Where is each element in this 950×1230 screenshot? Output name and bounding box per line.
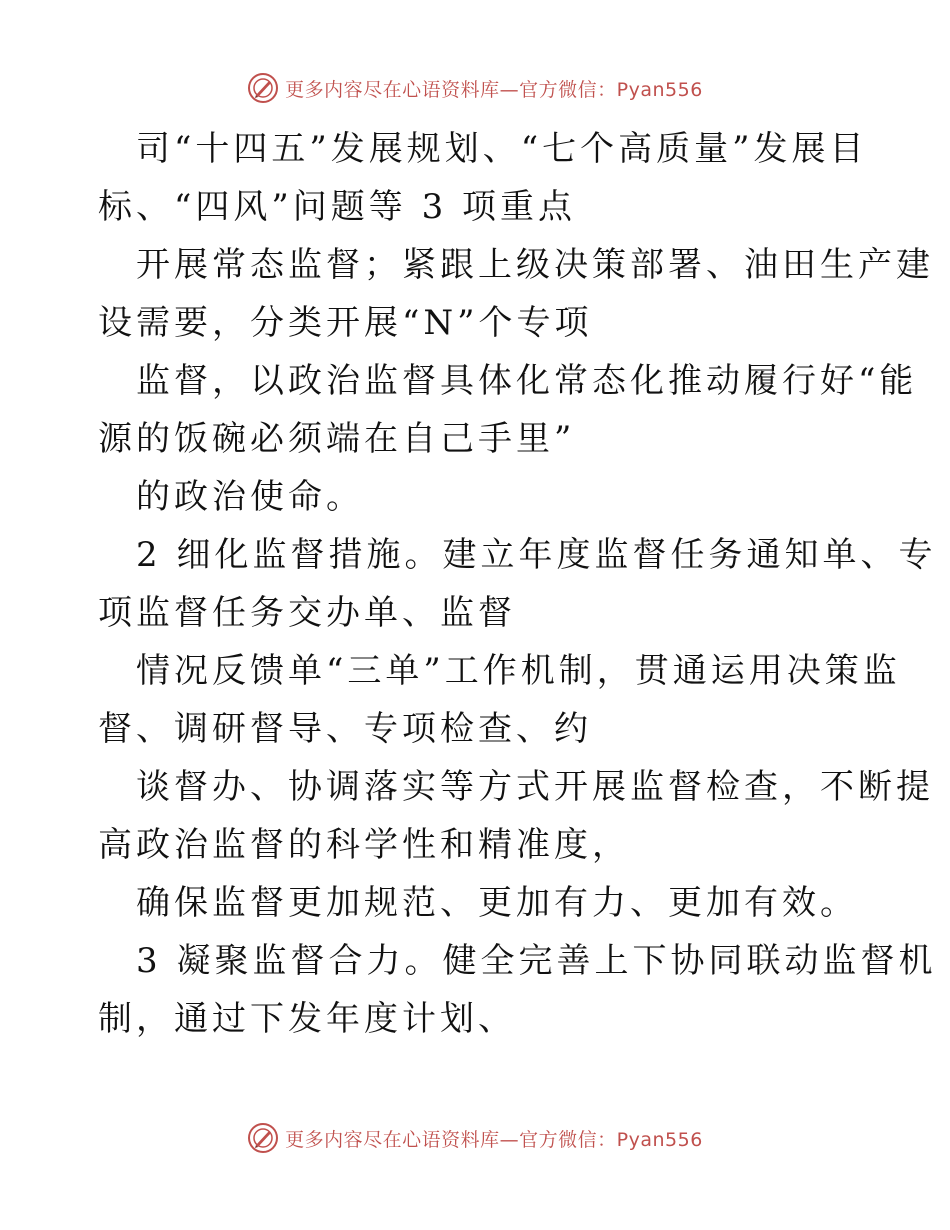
body-line: 3 凝聚监督合力。健全完善上下协同联动监督机 <box>136 941 937 981</box>
body-line: 开展常态监督；紧跟上级决策部署、油田生产建 <box>136 245 934 285</box>
body-line: 高政治监督的科学性和精准度， <box>98 825 630 865</box>
body-line: 的政治使命。 <box>136 477 364 517</box>
body-line: 确保监督更加规范、更加有力、更加有效。 <box>136 883 858 923</box>
brand-logo-icon <box>247 72 279 104</box>
body-line: 制，通过下发年度计划、 <box>98 999 516 1039</box>
body-line: 项监督任务交办单、监督 <box>98 593 516 633</box>
body-line: 源的饭碗必须端在自己手里” <box>98 419 576 459</box>
brand-logo-icon <box>247 1122 279 1154</box>
header-watermark-banner <box>0 72 950 104</box>
header-watermark-text: 更多内容尽在心语资料库—官方微信：Pyan556 <box>285 78 703 101</box>
body-line: 标、“四风”问题等 3 项重点 <box>98 187 577 227</box>
body-line: 设需要，分类开展“N”个专项 <box>98 303 593 343</box>
body-line: 司“十四五”发展规划、“七个高质量”发展目 <box>136 129 868 169</box>
footer-watermark-text: 更多内容尽在心语资料库—官方微信：Pyan556 <box>285 1128 703 1151</box>
footer-watermark-banner <box>0 1122 950 1154</box>
body-line: 情况反馈单“三单”工作机制，贯通运用决策监 <box>136 651 901 691</box>
body-line: 监督，以政治监督具体化常态化推动履行好“能 <box>136 361 918 401</box>
body-line: 2 细化监督措施。建立年度监督任务通知单、专 <box>136 535 937 575</box>
document-body <box>98 120 937 1048</box>
body-line: 督、调研督导、专项检查、约 <box>98 709 592 749</box>
body-line: 谈督办、协调落实等方式开展监督检查，不断提 <box>136 767 934 807</box>
